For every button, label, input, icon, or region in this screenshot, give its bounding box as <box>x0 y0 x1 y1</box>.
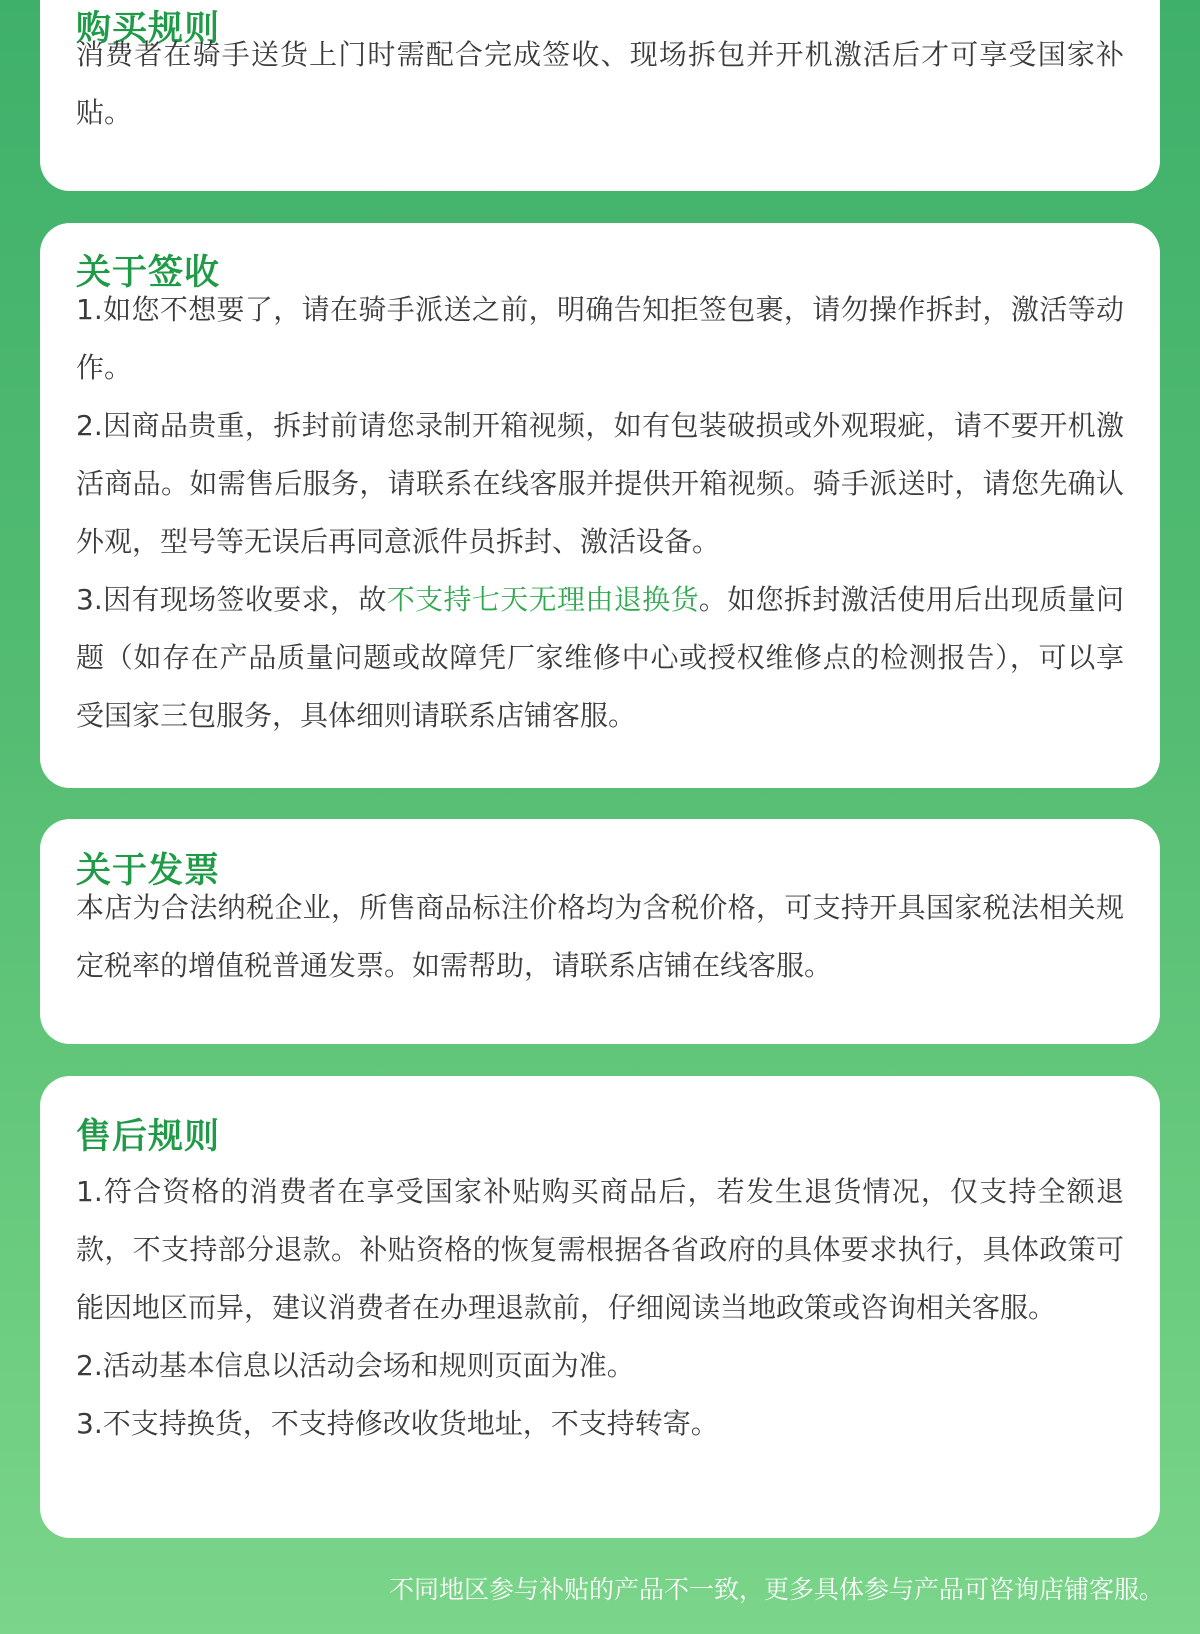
after-sale-item-3: 3.不支持换货，不支持修改收货地址，不支持转寄。 <box>76 1407 719 1440</box>
sign-receipt-card <box>40 223 1160 788</box>
no-return-highlight: 不支持七天无理由退换货 <box>386 583 699 616</box>
invoice-title: 关于发票 <box>76 851 221 891</box>
sign-receipt-title: 关于签收 <box>76 253 221 293</box>
sign-receipt-item-3 <box>76 571 1124 745</box>
sign-receipt-body <box>76 281 1124 745</box>
after-sale-item-1: 1.符合资格的消费者在享受国家补贴购买商品后，若发生退货情况，仅支持全额退款，不支持部分退款。补贴资格的恢复需根据各省政府的具体要求执行，具体政策可能因地区而异，建议消费者在办理退款前，仔细阅读当地政策或咨询相关客服。 <box>76 1175 1124 1324</box>
sign-receipt-item-2: 2.因商品贵重，拆封前请您录制开箱视频，如有包装破损或外观瑕疵，请不要开机激活商品。如需售后服务，请联系在线客服并提供开箱视频。骑手派送时，请您先确认外观，型号等无误后再同意派件员拆封、激活设备。 <box>76 409 1124 558</box>
sign-receipt-item-3-suffix: 。如您拆封激活使用后出现质量问题（如存在产品质量问题或故障凭厂家维修中心或授权维修点的检测报告），可以享受国家三包服务，具体细则请联系店铺客服。 <box>76 583 1124 732</box>
purchase-rules-body <box>76 26 1124 142</box>
invoice-body <box>76 879 1124 995</box>
after-sale-title: 售后规则 <box>76 1117 221 1157</box>
footer-note: 不同地区参与补贴的产品不一致，更多具体参与产品可咨询店铺客服。 <box>388 1575 1164 1604</box>
after-sale-body <box>76 1163 1124 1453</box>
invoice-card <box>40 819 1160 1044</box>
sign-receipt-item-3-prefix: 3.因有现场签收要求，故 <box>76 583 387 616</box>
after-sale-item-2: 2.活动基本信息以活动会场和规则页面为准。 <box>76 1349 635 1382</box>
purchase-rules-text: 消费者在骑手送货上门时需配合完成签收、现场拆包并开机激活后才可享受国家补贴。 <box>76 38 1124 129</box>
after-sale-card <box>40 1076 1160 1538</box>
purchase-rules-card <box>40 0 1160 191</box>
sign-receipt-item-1: 1.如您不想要了，请在骑手派送之前，明确告知拒签包裹，请勿操作拆封，激活等动作。 <box>76 293 1124 384</box>
purchase-rules-title: 购买规则 <box>76 9 221 49</box>
invoice-text: 本店为合法纳税企业，所售商品标注价格均为含税价格，可支持开具国家税法相关规定税率的增值税普通发票。如需帮助，请联系店铺在线客服。 <box>76 891 1124 982</box>
